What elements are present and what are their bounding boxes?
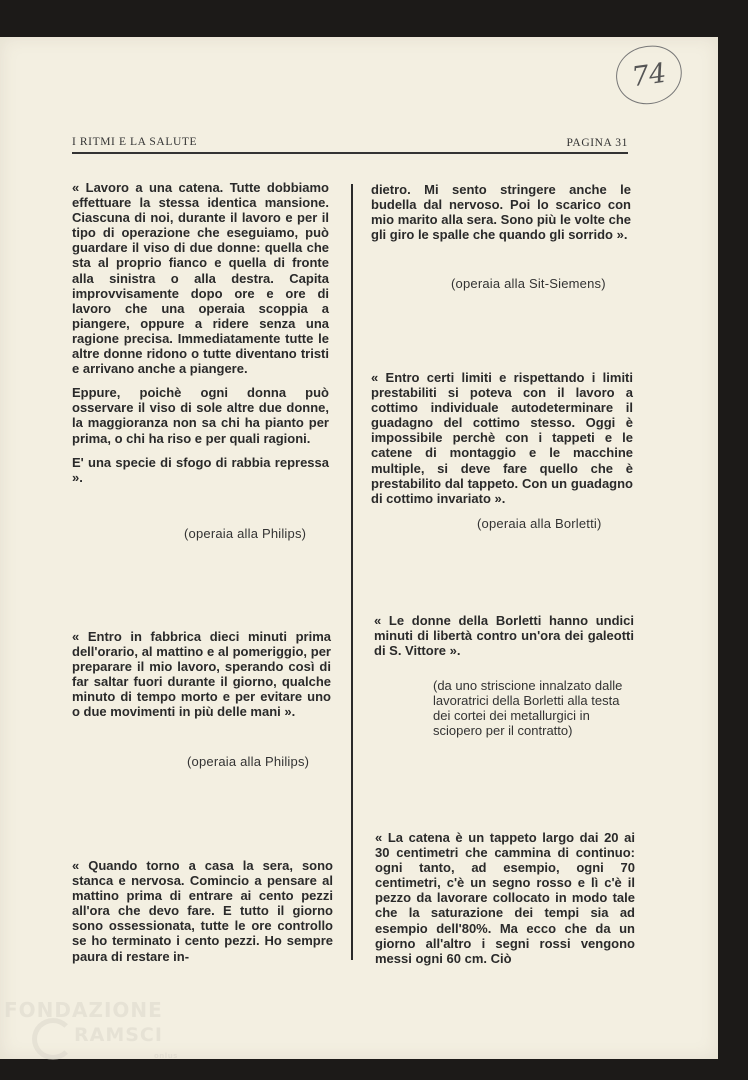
left-quote-1 xyxy=(72,180,329,485)
watermark-g-logo xyxy=(32,1018,74,1060)
right-quote-4 xyxy=(375,830,635,966)
archive-watermark xyxy=(4,996,194,1066)
left-quote-2-text: « Entro in fabbrica dieci minuti prima dell'orario, al mattino e al pomeriggio, per preparare il mio lavoro, sperando così di far saltar fuori durante il giorno, qualche minuto di tempo morto e per evitare uno o due movimenti in più delle mani ». xyxy=(72,629,331,720)
left-quote-1-attribution: (operaia alla Philips) xyxy=(184,526,307,541)
left-quote-1-para-1: « Lavoro a una catena. Tutte dobbiamo effettuare la stessa identica mansione. Ciascuna di noi, durante il lavoro e per il tipo di operazione che eseguiamo, può guardare il viso di due donne: quella che sta al proprio fianco e quella di fronte alla sinistra o alla destra. Capita improvvisamente dopo ore e ore di lavoro che una operaia scoppia a piangere, oppure a ridere senza una ragione precisa. Immediatamente tutte le altre donne ridono o tutte diventano tristi e arrivano anche a piangere. xyxy=(72,180,329,377)
right-quote-1-continued xyxy=(371,182,631,242)
right-quote-3-text: « Le donne della Borletti hanno undici minuti di libertà contro un'ora dei galeotti di S. Vittore ». xyxy=(374,613,634,659)
right-quote-1-attribution: (operaia alla Sit-Siemens) xyxy=(451,276,606,291)
left-quote-1-para-3: E' una specie di sfogo di rabbia repressa ». xyxy=(72,454,329,485)
watermark-small-text: onlus xyxy=(154,1052,178,1060)
left-quote-2 xyxy=(72,629,331,720)
right-quote-1-text: dietro. Mi sento stringere anche le budella dal nervoso. Poi lo scarico con mio marito alla sera. Sono più le volte che gli giro le spalle che quando gli sorrido ». xyxy=(371,182,631,243)
header-rule xyxy=(72,152,628,154)
running-header-page: PAGINA 31 xyxy=(566,137,628,149)
left-quote-3-text: « Quando torno a casa la sera, sono stanca e nervosa. Comincio a pensare al mattino prima di entrare ai cento pezzi all'ora che devo fare. E tutto il giorno sono ossessionata, tutte le ore controllo se ho terminato i cento pezzi. Ho sempre paura di restare in- xyxy=(72,858,333,964)
left-quote-1-para-2: Eppure, poichè ogni donna può osservare il viso di sole altre due donne, la maggioranza non sa chi ha pianto per prima, o chi ha riso e per quali ragioni. xyxy=(72,385,329,446)
right-quote-2-attribution: (operaia alla Borletti) xyxy=(477,516,602,531)
watermark-line-1: FONDAZIONE xyxy=(4,998,163,1022)
left-quote-2-attribution: (operaia alla Philips) xyxy=(187,754,310,769)
watermark-line-2: RAMSCI xyxy=(74,1024,163,1046)
left-quote-3 xyxy=(72,858,333,964)
right-quote-2-text: « Entro certi limiti e rispettando i limiti prestabiliti si poteva con il lavoro a cottimo individuale autodeterminare il guadagno del cottimo stesso. Oggi è impossibile perchè con i tappeti e le catene di montaggio e le macchine multiple, si deve fare quello che è prestabilito dal tappeto. Con un guadagno di cottimo invariato ». xyxy=(371,370,633,506)
right-quote-4-text: « La catena è un tappeto largo dai 20 ai 30 centimetri che cammina di continuo: ogni tanto, ad esempio, ogni 70 centimetri, c'è un segno rosso e lì c'è il pezzo da lavorare collocato in modo tale che la saturazione dei tempi sia ad esempio dell'80%. Ma ecco che da un giorno all'altro i segni rossi vengono messi ogni 60 cm. Ciò xyxy=(375,830,635,966)
column-divider xyxy=(351,184,353,960)
handwritten-page-number: 74 xyxy=(612,42,685,109)
right-quote-3-attribution: (da uno striscione innalzato dalle lavoratrici della Borletti alla testa dei cortei dei metallurgici in sciopero per il contratto) xyxy=(433,678,623,739)
right-quote-2 xyxy=(371,370,633,506)
right-quote-3 xyxy=(374,613,634,658)
running-header-title: I RITMI E LA SALUTE xyxy=(72,136,198,148)
